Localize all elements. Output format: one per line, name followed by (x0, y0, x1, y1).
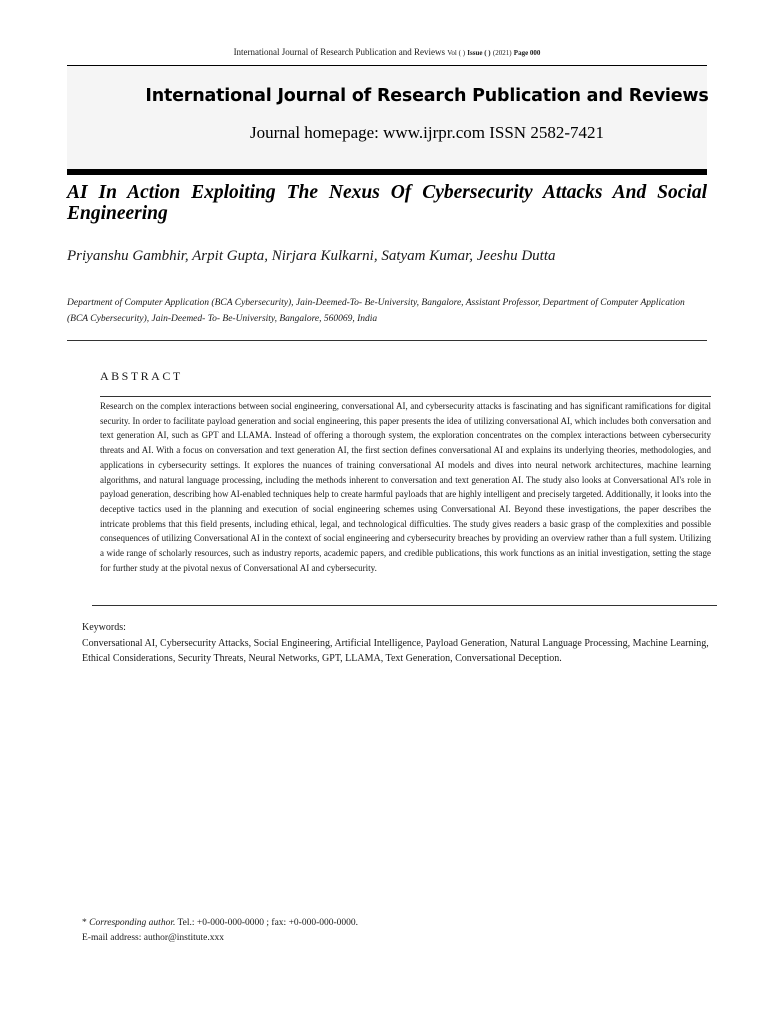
keywords-label: Keywords: (82, 622, 126, 633)
article-title: AI In Action Exploiting The Nexus Of Cybersecurity Attacks And Social Engineering (67, 182, 707, 224)
running-head-year: (2021) (492, 49, 512, 57)
footnote-marker: * (82, 918, 87, 928)
footnote (82, 916, 702, 945)
keywords-text: Conversational AI, Cybersecurity Attacks, Social Engineering, Artificial Intelligence, Payload Generation, Natural Language Processing, Machine Learning, Ethical Considerations, Security Threats, Neural Networks, GPT, LLAMA, Text Generation, Conversational Deception. (82, 638, 709, 664)
running-head-journal: International Journal of Research Publication and Reviews (233, 47, 446, 57)
footnote-corresponding: Corresponding author. (89, 918, 176, 928)
running-head-page: Page 000 (513, 49, 541, 57)
footnote-email: E-mail address: author@institute.xxx (82, 932, 224, 943)
journal-homepage: Journal homepage: www.ijrpr.com ISSN 2582-7421 (250, 123, 604, 142)
section-divider (67, 340, 707, 341)
journal-banner (67, 66, 707, 169)
abstract-heading: ABSTRACT (100, 369, 183, 383)
abstract-text: Research on the complex interactions between social engineering, conversational AI, and cybersecurity attacks is fascinating and has significant ramifications for digital security. In order to facilitate payload generation and social engineering, this paper presents the idea of utilizing conversational AI, which includes both conversation and text generation AI, such as GPT and LLAMA. Instead of offering a thorough system, the exploration concentrates on the complex interactions between cybersecurity threats and AI. With a focus on conversation and text generation AI, the first section defines conversational AI and explains its underlying theories, methodologies, and applications in cybersecurity settings. It explores the nuances of training conversational AI models and dives into neural network architectures, machine learning algorithms, and natural language processing, including the methods inherent to conversation and text generation AI. The study also looks at Conversational AI's role in payload generation, describing how AI-enabled techniques help to create harmful payloads that are highly intelligent and precisely targeted. Additionally, it looks into the deceptive tactics used in the planning and execution of social engineering schemes using Conversational AI. Beyond these investigations, the paper describes the intricate problems that this field presents, including ethical, legal, and technological difficulties. The study gives readers a basic grasp of the complexities and possible consequences of utilizing Conversational AI in the context of social engineering and cybersecurity breaches by providing an overview rather than a full system. Utilizing a wide range of scholarly resources, such as industry reports, academic papers, and credible publications, this work functions as an initial investigation, setting the stage for further study at the pivotal nexus of Conversational AI and cybersecurity. (100, 401, 711, 573)
running-head-vol: Vol ( ) (447, 49, 466, 57)
running-head (67, 47, 707, 57)
journal-name: International Journal of Research Publication and Reviews (145, 86, 709, 106)
running-head-issue: Issue ( ) (467, 49, 491, 57)
footnote-contact: Tel.: +0-000-000-0000 ; fax: +0-000-000-0000. (175, 918, 359, 928)
abstract-bottom-rule (92, 605, 717, 606)
article-authors: Priyanshu Gambhir, Arpit Gupta, Nirjara Kulkarni, Satyam Kumar, Jeeshu Dutta (67, 248, 556, 264)
abstract-top-rule (100, 396, 711, 397)
banner-thick-rule (67, 169, 707, 175)
article-affiliation: Department of Computer Application (BCA Cybersecurity), Jain-Deemed-To- Be-University, Bangalore, Assistant Professor, Department of Computer Application (BCA Cybersecurity), Jain-Deemed- To- Be-University, Bangalore, 560069, India (67, 298, 685, 324)
